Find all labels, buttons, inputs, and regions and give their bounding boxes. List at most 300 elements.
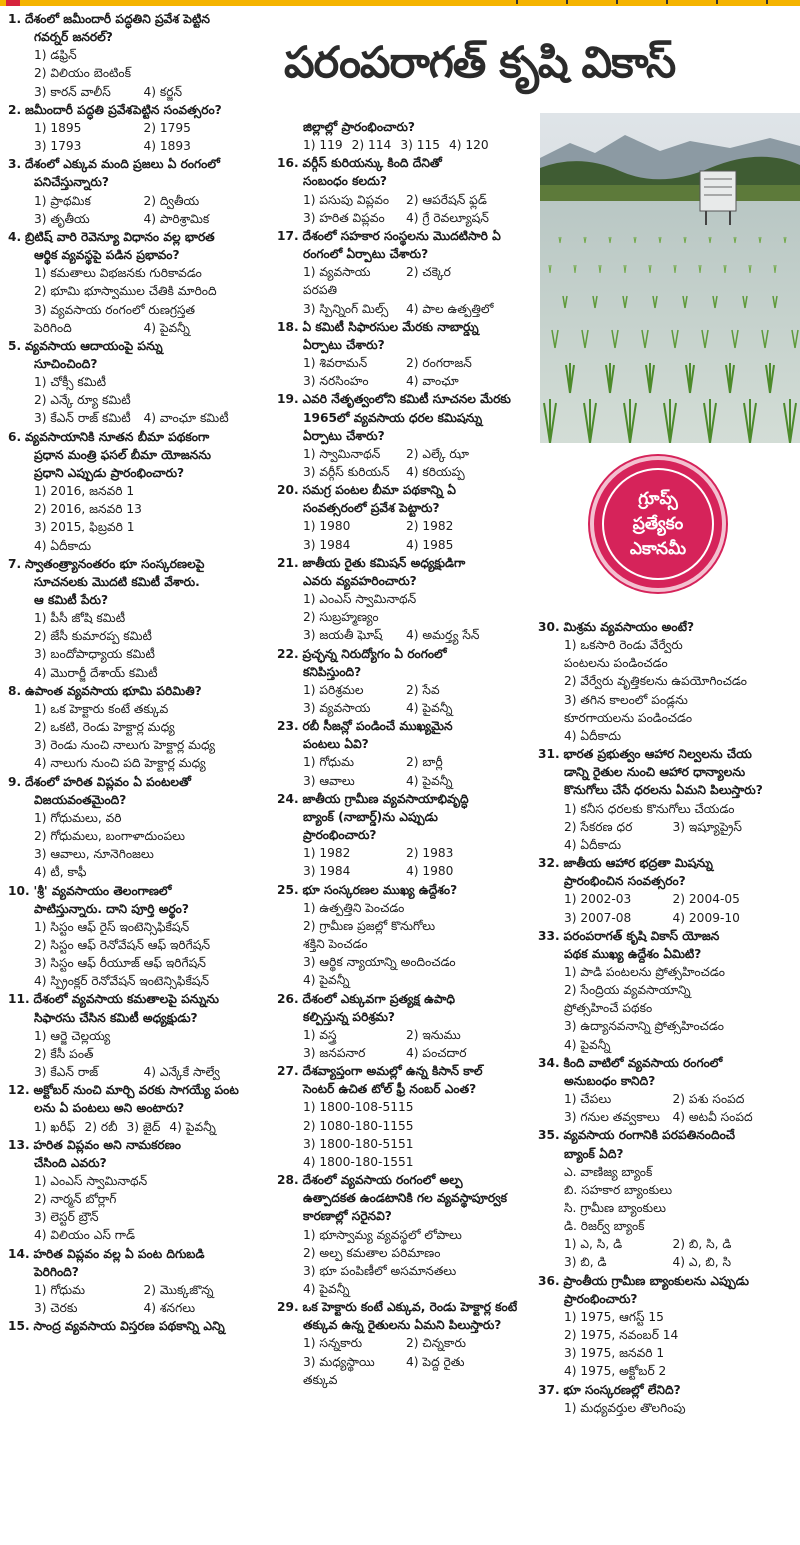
answer-options-row [8, 83, 272, 101]
answer-options-row [277, 590, 527, 608]
question-line: మిశ్రమ వ్యవసాయం అంటే? [563, 620, 695, 634]
answer-options-row [8, 301, 272, 319]
answer-option: 3) 1793 [34, 139, 82, 154]
top-color-bar [0, 0, 800, 6]
answer-option: 4) 1980 [406, 864, 454, 879]
answer-option: 3) వర్గీస్ కురియన్ [303, 464, 390, 479]
answer-option: 2) 2016, జనవరి 13 [34, 502, 142, 517]
answer-option: 3) సిస్టం ఆఫ్ రీయూజ్ ఆఫ్ ఇరిగేషన్ [34, 956, 206, 971]
question-item [8, 1317, 272, 1335]
answer-options-row [538, 1181, 800, 1199]
question-number: 31. [538, 747, 560, 762]
answer-options-row [8, 1208, 272, 1226]
answer-option: 1) ఖరీఫ్ [34, 1119, 76, 1134]
answer-option: 1) కనీస ధరలకు కొనుగోలు చేయడం [564, 801, 735, 816]
answer-option: 4) పైవన్నీ [303, 1282, 350, 1296]
answer-option: 3) కేఎన్ రాజ్ [34, 1065, 99, 1080]
answer-option: 4) గ్రే రెవల్యూషన్ [406, 210, 489, 225]
answer-option: 2) బి, సి, డి [672, 1237, 732, 1252]
question-line: పరంపరాగత్ కృషి వికాస్ యోజన [563, 928, 720, 943]
answer-option: 1) ఉత్పత్తిని పెంచడం [303, 900, 405, 915]
answer-option: 4) 1975, అక్టోబర్ 2 [564, 1364, 667, 1379]
question-item [8, 682, 272, 773]
answer-option: 4) కరియప్ప [406, 464, 465, 479]
question-line: పనిచేస్తున్నారు? [34, 175, 109, 190]
question-line: దేశవ్యాప్తంగా అమల్లో ఉన్న కిసాన్ కాల్ [302, 1064, 483, 1079]
answer-options-row [538, 1017, 800, 1035]
answer-option: 3) రెండు నుంచి నాలుగు హెక్టార్ల మధ్య [34, 738, 216, 753]
question-line: పాటిస్తున్నారు. దాని పూర్తి అర్థం? [34, 901, 189, 916]
question-line: సూచనలకు మొదటి కమిటీ వేశారు. [34, 574, 200, 589]
question-number: 11. [8, 992, 30, 1007]
question-number: 18. [277, 319, 299, 334]
answer-option: 4) వాంఛూ కమిటీ [143, 411, 229, 426]
question-line: ఏర్పాటు చేశారు? [303, 337, 385, 352]
question-item [8, 773, 272, 882]
question-text [538, 1381, 800, 1399]
answer-option: 4) పైవన్నీ [564, 1037, 611, 1052]
question-line: దేశంలో ఎక్కువగా ప్రత్యక్ష ఉపాధి [302, 991, 455, 1006]
question-number: 13. [8, 1137, 30, 1152]
question-line: రబీ సీజన్లో పండించే ముఖ్యమైన [302, 719, 453, 734]
question-line: తక్కువ ఉన్న రైతులను ఏమని పిలుస్తారు? [303, 1318, 502, 1333]
answer-options-row [8, 954, 272, 972]
answer-options-row [8, 64, 272, 82]
answer-options-row [8, 1118, 272, 1136]
question-line: వ్యవసాయ ఆదాయంపై పన్ను [25, 338, 163, 353]
question-text [538, 1126, 800, 1144]
section-badge-inner [602, 468, 714, 580]
answer-options-row [277, 608, 527, 626]
answer-option: 1) పరిశ్రమల [303, 682, 364, 697]
answer-options-row [277, 445, 527, 463]
answer-options-row [538, 836, 800, 854]
answer-options-row [8, 500, 272, 518]
question-item [277, 118, 527, 154]
question-line: సంవత్సరంలో ప్రవేశ పెట్టారు? [303, 501, 440, 516]
answer-option: 4) ఎ, బి, సి [672, 1255, 732, 1270]
question-number: 1. [8, 12, 22, 26]
question-item [277, 1062, 527, 1171]
answer-options-row [538, 1326, 800, 1344]
question-line: సాంద్ర వ్యవసాయ విస్తరణ పథకాన్ని ఎన్ని [33, 1319, 225, 1334]
answer-options-row [8, 754, 272, 772]
question-line: ప్రాంతీయ గ్రామీణ బ్యాంకులను ఎప్పుడు [563, 1273, 749, 1288]
answer-options-row [8, 282, 272, 300]
question-item [8, 10, 272, 101]
question-text [8, 1081, 272, 1099]
answer-options-row [8, 700, 272, 718]
answer-options-row [277, 372, 527, 390]
answer-options-row [8, 119, 272, 137]
answer-options-row [538, 1163, 800, 1181]
question-number: 36. [538, 1273, 560, 1288]
question-text [277, 154, 527, 172]
question-number: 30. [538, 620, 560, 634]
answer-options-row [538, 1235, 800, 1253]
answer-option: 2) ఎల్కే ఝా [406, 446, 469, 461]
answer-option: 4) వాంఛూ [406, 374, 459, 389]
question-line: కింది వాటిలో వ్యవసాయ రంగంలో [563, 1055, 723, 1070]
answer-options-row [538, 999, 800, 1017]
answer-options-row [8, 972, 272, 990]
answer-options-row [8, 1190, 272, 1208]
answer-options-row [277, 300, 527, 318]
question-line: కనిపిస్తుంది? [303, 664, 362, 679]
question-number: 3. [8, 157, 22, 172]
question-number: 23. [277, 719, 299, 734]
question-number: 20. [277, 483, 299, 498]
answer-options-row [8, 373, 272, 391]
question-item [277, 154, 527, 227]
question-number: 9. [8, 774, 22, 789]
answer-option: 3) బందోపాధ్యాయ కమిటీ [34, 647, 155, 662]
answer-option: 4) పైవన్నీ [143, 320, 190, 335]
question-text [8, 337, 272, 355]
answer-option: 2) 1795 [143, 120, 191, 135]
answer-options-row [277, 536, 527, 554]
answer-option: పంటలను పండించడం [564, 656, 668, 671]
question-text [8, 1245, 272, 1263]
answer-options-row [538, 1253, 800, 1271]
answer-option: 3) వ్యవసాయ [303, 701, 371, 715]
question-line: ప్రధాన మంత్రి ఫసల్ బీమా యోజనను [34, 447, 211, 462]
question-line: హరిత విప్లవం అని నామకరణం [33, 1137, 181, 1152]
answer-option: 3) నరసింహం [303, 374, 369, 389]
answer-option: 2) ఇనుము [406, 1027, 461, 1042]
question-item [538, 927, 800, 1054]
question-number: 5. [8, 338, 22, 353]
question-line: అనుబంధం కానిది? [564, 1073, 656, 1088]
answer-options-row [8, 827, 272, 845]
answer-option: 1) ఎంఎస్ స్వామినాథన్ [34, 1174, 148, 1188]
answer-option: 1) ప్రాథమిక [34, 193, 91, 208]
answer-options-row [8, 1226, 272, 1244]
answer-option: 1) డఫ్రిన్ [34, 48, 77, 63]
question-text [8, 882, 272, 900]
answer-options-row [538, 727, 800, 745]
answer-options-row [538, 691, 800, 709]
answer-option: 1) గోధుమలు, వరి [34, 810, 122, 825]
question-item [277, 645, 527, 718]
question-line: వ్యవసాయానికి నూతన బీమా పథకంగా [25, 429, 210, 444]
answer-option: 1) 1980 [303, 519, 351, 534]
answer-options-row [277, 1244, 527, 1262]
question-number: 24. [277, 791, 299, 806]
question-number: 4. [8, 229, 22, 244]
question-number: 16. [277, 156, 299, 171]
answer-options-row [538, 672, 800, 690]
question-line: వ్యవసాయ రంగానికి పరపతినందించే [563, 1128, 736, 1143]
answer-options-row [538, 981, 800, 999]
question-number: 14. [8, 1246, 30, 1261]
answer-option: 4) 1800-180-1551 [303, 1154, 414, 1169]
answer-option: 1) గోధుమ [34, 1282, 86, 1297]
answer-options-row [538, 1308, 800, 1326]
question-line: ఎవరు వ్యవహరించారు? [303, 573, 417, 588]
answer-option: 2) విలియం బెంటింక్ [34, 66, 131, 81]
question-number: 35. [538, 1128, 560, 1143]
answer-options-row [277, 699, 527, 717]
answer-option: 4) 120 [448, 138, 489, 153]
answer-options-row [277, 136, 527, 154]
answer-option: 4) పెద్ద రైతు [406, 1354, 465, 1369]
answer-options-row [277, 209, 527, 227]
question-number: 7. [8, 556, 22, 571]
question-item [8, 990, 272, 1081]
question-item [277, 390, 527, 481]
question-line: సమగ్ర పంటల బీమా పథకాన్ని ఏ [302, 483, 456, 498]
answer-options-row [538, 1199, 800, 1217]
question-number: 10. [8, 883, 30, 898]
answer-options-row [277, 917, 527, 935]
answer-options-row [277, 953, 527, 971]
question-text [277, 717, 527, 735]
answer-options-row [8, 1281, 272, 1299]
question-number: 27. [277, 1064, 299, 1079]
question-line: జమీందారీ పద్ధతి ప్రవేశపెట్టిన సంవత్సరం? [25, 102, 222, 117]
question-line: దేశంలో జమీందారీ పద్ధతిని ప్రవేశ పెట్టిన [25, 12, 210, 26]
question-text [277, 990, 527, 1008]
answer-option: 4) పారిశ్రామిక [143, 211, 210, 226]
answer-option: 3) జైద్ [126, 1119, 161, 1134]
answer-options-row [277, 191, 527, 209]
question-item [538, 1381, 800, 1417]
question-item [277, 790, 527, 881]
brand-mark [6, 0, 20, 6]
answer-options-row [277, 463, 527, 481]
question-line: వర్గీస్ కురియన్కు కింది దేనితో [302, 156, 442, 171]
answer-options-row [538, 1344, 800, 1362]
answer-option: 2) సిస్టం ఆఫ్ రెనోవేషన్ ఆఫ్ ఇరిగేషన్ [34, 937, 211, 952]
answer-option: 3) తగిన కాలంలో పండ్లను [564, 692, 688, 707]
question-line: సంబంధం కలదు? [303, 174, 387, 189]
answer-options-row [277, 844, 527, 862]
answer-option: 2) సేంద్రియ వ్యవసాయాన్ని [564, 983, 691, 998]
answer-options-row [538, 709, 800, 727]
question-text: జిల్లాల్లో ప్రారంభించారు? [303, 120, 415, 134]
answer-option: 2) రబీ [84, 1119, 118, 1134]
answer-option: 1) గోధుమ [303, 755, 355, 770]
answer-option: 4) పైవన్నీ [406, 773, 453, 788]
question-line: బ్రిటిష్ వారి రెవెన్యూ విధానం వల్ల భారత [25, 229, 215, 244]
question-line: భూ సంస్కరణల ముఖ్య ఉద్దేశం? [302, 882, 458, 897]
top-bar-text-strip [492, 0, 792, 6]
answer-option: 1) పాడి పంటలను ప్రోత్సహించడం [564, 964, 725, 979]
answer-options-row [8, 736, 272, 754]
question-line: గవర్నర్ జనరల్? [34, 30, 113, 45]
answer-option: 4) 1985 [406, 537, 454, 552]
answer-option: 4) ఏదీకాదు [564, 837, 622, 852]
answer-option: 2) ఎన్కే ర్యూ కమిటీ [34, 393, 131, 408]
question-text [538, 1054, 800, 1072]
answer-option: 2) భూమి భూస్వాముల చేతికి మారింది [34, 284, 217, 299]
question-line: పథక ముఖ్య ఉద్దేశం ఏమిటి? [564, 946, 702, 961]
question-item [277, 717, 527, 790]
answer-option: 4) 1893 [143, 139, 191, 154]
answer-options-row [277, 1334, 527, 1352]
question-item [8, 1081, 272, 1135]
question-number: 32. [538, 856, 560, 871]
answer-options-row [8, 936, 272, 954]
section-badge [590, 456, 726, 592]
question-item [277, 881, 527, 990]
question-number: 37. [538, 1382, 560, 1397]
question-item [8, 428, 272, 555]
question-line: ఆర్థిక వ్యవస్థపై పడిన ప్రభావం? [34, 248, 180, 263]
answer-option: 3) వ్యవసాయ రంగంలో రుణగ్రస్తత [34, 302, 196, 317]
answer-option: 1) కమతాలు విభజనకు గురికావడం [34, 266, 202, 281]
question-number: 21. [277, 555, 299, 570]
question-line: బ్యాంక్ (నాబార్డ్)ను ఎప్పుడు [303, 809, 438, 824]
question-line: భారత ప్రభుత్వం ఆహార నిల్వలను చేయ [563, 747, 752, 762]
question-item [277, 481, 527, 554]
answer-option: 3) 2015, ఫిబ్రవరి 1 [34, 520, 135, 535]
question-line: చేసింది ఎవరు? [34, 1155, 107, 1170]
question-text [538, 1272, 800, 1290]
question-text [277, 554, 527, 572]
answer-option: 3) బి, డి [564, 1255, 607, 1270]
answer-option: 4) విలియం ఎస్ గాడ్ [34, 1228, 136, 1243]
question-item [277, 990, 527, 1063]
question-line: రంగంలో ఏర్పాటు చేశారు? [303, 247, 429, 262]
answer-options-row [277, 1135, 527, 1153]
answer-option: 2) 1983 [406, 846, 454, 861]
answer-options-row [538, 1399, 800, 1417]
question-text [277, 790, 527, 808]
answer-option: 3) కారన్ వాలీస్ [34, 84, 111, 99]
question-number: 33. [538, 928, 560, 943]
question-item [8, 1245, 272, 1318]
answer-option: శక్తిని పెంచడం [303, 937, 368, 952]
question-text [8, 228, 272, 246]
question-line: అక్టోబర్ నుంచి మార్చి వరకు సాగయ్యే పంట [33, 1083, 239, 1098]
answer-option: 3) తృతీయ [34, 211, 90, 226]
answer-options-row [277, 935, 527, 953]
answer-option: 2) 2004-05 [672, 892, 740, 907]
answer-option: ఎ. వాణిజ్య బ్యాంక్ [564, 1164, 653, 1179]
question-line: డాన్ని రైతుల నుంచి ఆహార ధాన్యాలను [564, 765, 746, 780]
question-item [277, 554, 527, 645]
question-line: ప్రచ్ఛన్న నిరుద్యోగం ఏ రంగంలో [302, 646, 447, 661]
answer-option: 2) అల్ప కమతాల పరిమాణం [303, 1245, 441, 1260]
badge-line-1: గ్రూప్స్ [638, 488, 678, 509]
answer-option: 4) అటవీ సంపద [672, 1110, 753, 1125]
answer-options-row [8, 609, 272, 627]
answer-options-row [277, 899, 527, 917]
question-text [8, 428, 272, 446]
answer-option: 2) కేసీ పంత్ [34, 1046, 94, 1061]
question-text [8, 773, 272, 791]
answer-option: 2) రంగరాజన్ [406, 356, 472, 371]
question-item [8, 228, 272, 337]
answer-options-row [277, 753, 527, 771]
question-number: 28. [277, 1173, 299, 1188]
question-text [277, 390, 527, 408]
answer-options-row [8, 391, 272, 409]
answer-option: 2) చిన్నకారు [406, 1336, 466, 1351]
answer-option: 1) చోక్సీ కమిటీ [34, 375, 106, 390]
answer-option: 4) మొరార్జీ దేశాయ్ కమిటీ [34, 665, 158, 680]
question-text [277, 881, 527, 899]
answer-option: 4) పంచదార [406, 1045, 467, 1060]
question-item [8, 1136, 272, 1245]
answer-option: 1) 119 [303, 138, 343, 153]
question-line: 'శ్రీ' వ్యవసాయం తెలంగాణలో [33, 883, 172, 898]
answer-options-row [8, 809, 272, 827]
paddy-field-photo [540, 113, 800, 443]
answer-options-row [8, 863, 272, 881]
answer-options-row [8, 627, 272, 645]
answer-options-row [277, 681, 527, 699]
answer-options-row [8, 1063, 272, 1081]
question-line: ప్రధాని ఎప్పుడు ప్రారంభించారు? [34, 465, 185, 480]
answer-option: 1) ఆర్జె చెల్లయ్య [34, 1028, 111, 1043]
question-item [538, 1272, 800, 1381]
answer-options-row [277, 1117, 527, 1135]
answer-option: 1) ఒకసారి రెండు వేర్వేరు [564, 638, 683, 653]
question-text [8, 1317, 272, 1335]
answer-option: బి. సహకార బ్యాంకులు [564, 1182, 673, 1197]
answer-options-row [277, 1044, 527, 1062]
question-text [538, 927, 800, 945]
answer-option: 4) కర్జన్ [143, 84, 182, 99]
answer-option: 1) సన్నకారు [303, 1336, 363, 1351]
answer-options-row [538, 963, 800, 981]
question-line: హరిత విప్లవం వల్ల ఏ పంట దిగుబడి [33, 1246, 205, 1261]
question-text [277, 227, 527, 245]
question-text [8, 10, 272, 28]
answer-option: 4) ఎన్కేకే సాల్వే [143, 1065, 220, 1080]
answer-option: 3) ఆవాలు [303, 773, 355, 788]
badge-line-2: ప్రత్యేకం [632, 513, 684, 534]
question-text [277, 318, 527, 336]
answer-option: 1) వస్త్ర [303, 1027, 337, 1042]
answer-option: పెరిగింది [34, 320, 72, 335]
answer-option: 1) స్వామినాథన్ [303, 446, 381, 461]
question-line: జాతీయ రైతు కమిషన్ అధ్యక్షుడిగా [302, 555, 466, 570]
page-headline: పరంపరాగత్ కృషి వికాస్ [284, 38, 676, 88]
answer-option: 3) స్పిన్నింగ్ మిల్స్ [303, 301, 389, 316]
column-2 [277, 118, 527, 1389]
answer-options-row [277, 354, 527, 372]
answer-options-row [538, 800, 800, 818]
answer-option: 2) ఆపరేషన్ ఫ్లడ్ [406, 192, 487, 207]
answer-option: 2) 1080-180-1155 [303, 1118, 414, 1133]
answer-option: 2) చక్కెర [406, 265, 451, 280]
question-line: భూ సంస్కరణల్లో లేనిది? [563, 1382, 681, 1397]
question-item [8, 555, 272, 682]
answer-option: 3) మధ్యస్థాయి తక్కువ [303, 1354, 375, 1387]
question-text [8, 155, 272, 173]
answer-option: 1) ఒక హెక్టారు కంటే తక్కువ [34, 701, 169, 716]
answer-option: 3) ఆర్థిక న్యాయాన్ని అందించడం [303, 955, 456, 970]
answer-options-row [8, 319, 272, 337]
answer-option: ప్రోత్సహించే పథకం [564, 1001, 653, 1016]
answer-options-row [277, 1353, 527, 1389]
answer-options-row [277, 1226, 527, 1244]
question-line: ఏ కమిటీ సిఫారసుల మేరకు నాబార్డ్ను [302, 319, 479, 334]
answer-options-row [8, 518, 272, 536]
answer-option: 2) సేవ [406, 682, 440, 697]
answer-option: 2) వేర్వేరు వృత్తికలను ఉపయోగించడం [564, 674, 747, 689]
question-item [8, 882, 272, 991]
answer-option: 2) సేకరణ ధర [564, 819, 633, 834]
question-item [538, 618, 800, 745]
answer-options-row [8, 210, 272, 228]
answer-option: 1) పసుపు విప్లవం [303, 192, 390, 207]
answer-option: 2) 114 [351, 138, 392, 153]
